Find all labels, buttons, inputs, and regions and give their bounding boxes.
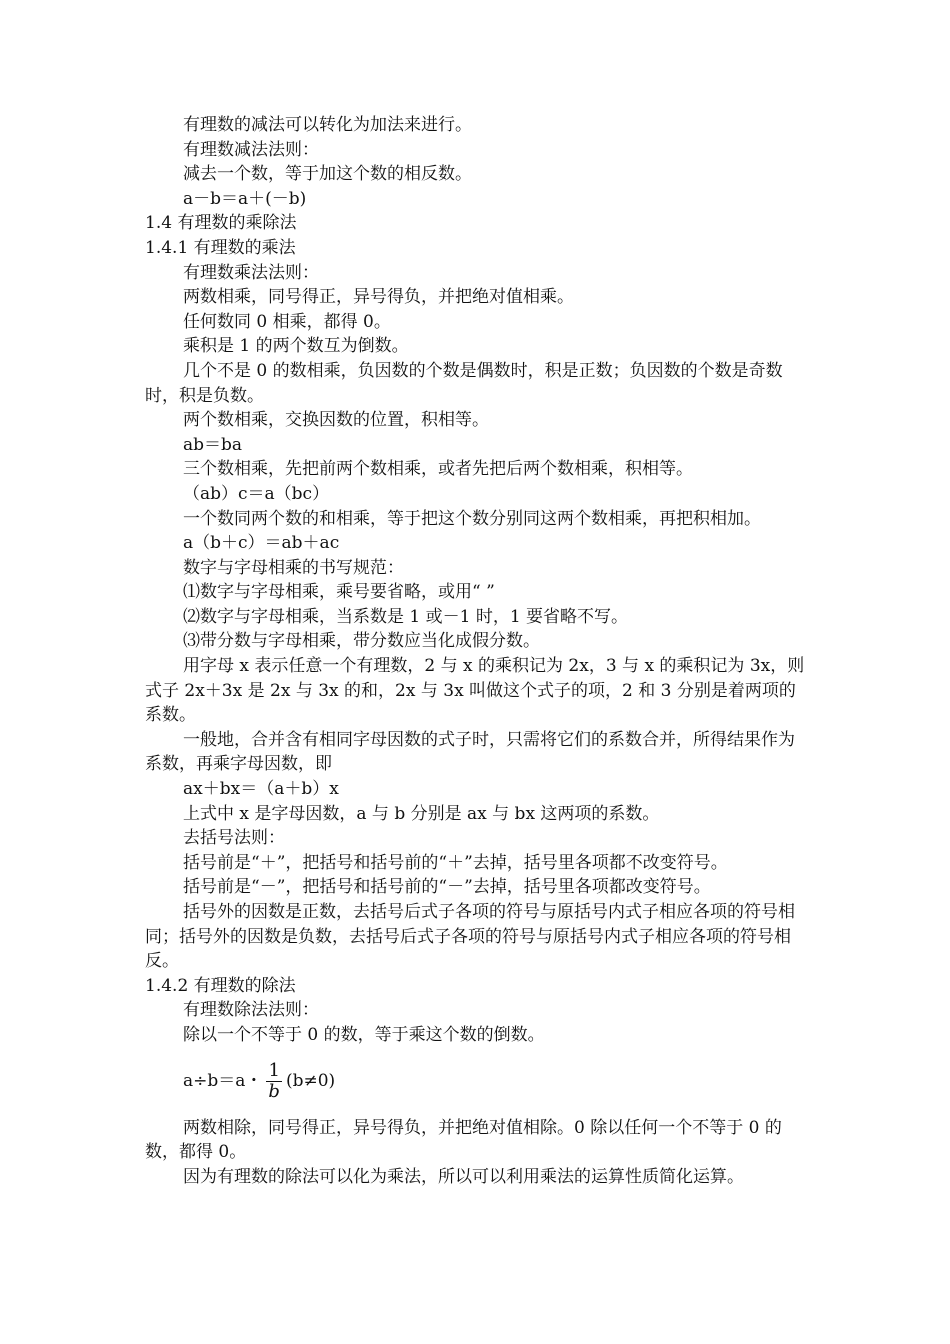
section-heading: 1.4 有理数的乘除法 <box>145 213 297 234</box>
section-heading: 1.4.1 有理数的乘法 <box>145 237 296 258</box>
paragraph: 有理数的减法可以转化为加法来进行。 <box>183 115 472 135</box>
fraction <box>266 1061 282 1102</box>
paragraph: 减去一个数，等于加这个数的相反数。 <box>183 164 472 185</box>
paragraph: 有理数减法法则： <box>183 139 319 160</box>
document-body <box>145 113 810 1189</box>
paragraph: a（b＋c）＝ab＋ac <box>183 533 340 554</box>
paragraph: ⑵数字与字母相乘，当系数是 1 或－1 时，1 要省略不写。 <box>183 606 629 627</box>
paragraph: 括号前是“＋”，把括号和括号前的“＋”去掉，括号里各项都不改变符号。 <box>183 852 728 873</box>
paragraph: ⑴数字与字母相乘，乘号要省略，或用“ ” <box>183 582 495 603</box>
paragraph: a－b＝a＋(－b) <box>183 188 307 209</box>
paragraph: 一个数同两个数的和相乘，等于把这个数分别同这两个数相乘，再把积相加。 <box>183 508 761 529</box>
paragraph: 几个不是 0 的数相乘，负因数的个数是偶数时，积是正数；负因数的个数是奇数时，积是负数。 <box>145 360 783 406</box>
paragraph: 括号外的因数是正数，去括号后式子各项的符号与原括号内式子相应各项的符号相同；括号外的因数是负数，去括号后式子各项的符号与原括号内式子相应各项的符号相反。 <box>145 902 795 972</box>
paragraph: 用字母 x 表示任意一个有理数，2 与 x 的乘积记为 2x，3 与 x 的乘积记为 3x，则式子 2x＋3x 是 2x 与 3x 的和，2x 与 3x 叫做这个式子的项，2 和 3 分别是着两项的系数。 <box>145 656 805 726</box>
text-block-tail <box>145 1116 810 1190</box>
section-heading: 1.4.2 有理数的除法 <box>145 975 296 996</box>
paragraph: 三个数相乘，先把前两个数相乘，或者先把后两个数相乘，积相等。 <box>183 459 693 480</box>
paragraph: 因为有理数的除法可以化为乘法，所以可以利用乘法的运算性质简化运算。 <box>183 1166 744 1187</box>
formula-right: (b≠0) <box>285 1071 336 1092</box>
paragraph: ax＋bx＝（a＋b）x <box>183 779 339 800</box>
paragraph: 有理数除法法则： <box>183 1000 319 1021</box>
division-formula <box>145 1048 810 1116</box>
paragraph: ab＝ba <box>183 434 243 455</box>
paragraph: 上式中 x 是字母因数，a 与 b 分别是 ax 与 bx 这两项的系数。 <box>183 803 660 824</box>
paragraph: 任何数同 0 相乘，都得 0。 <box>183 311 391 332</box>
paragraph: 两数相乘，同号得正，异号得负，并把绝对值相乘。 <box>183 287 574 308</box>
paragraph: （ab）c＝a（bc） <box>183 483 330 504</box>
paragraph: 数字与字母相乘的书写规范： <box>183 557 404 578</box>
paragraph: 去括号法则： <box>183 828 285 849</box>
paragraph: 乘积是 1 的两个数互为倒数。 <box>183 336 409 357</box>
paragraph: 两数相除，同号得正，异号得负，并把绝对值相除。0 除以任何一个不等于 0 的数，都得 0。 <box>145 1117 782 1163</box>
text-block-main <box>145 113 810 1048</box>
paragraph: 一般地，合并含有相同字母因数的式子时，只需将它们的系数合并，所得结果作为系数，再乘字母因数，即 <box>145 729 795 775</box>
fraction-denominator: b <box>268 1081 280 1103</box>
fraction-numerator: 1 <box>268 1060 280 1082</box>
paragraph: 除以一个不等于 0 的数，等于乘这个数的倒数。 <box>183 1024 545 1045</box>
formula-left: a÷b＝a・ <box>183 1071 263 1092</box>
paragraph: 两个数相乘，交换因数的位置，积相等。 <box>183 410 489 431</box>
paragraph: 括号前是“－”，把括号和括号前的“－”去掉，括号里各项都改变符号。 <box>183 877 711 898</box>
paragraph: ⑶带分数与字母相乘，带分数应当化成假分数。 <box>183 631 540 652</box>
paragraph: 有理数乘法法则： <box>183 262 319 283</box>
